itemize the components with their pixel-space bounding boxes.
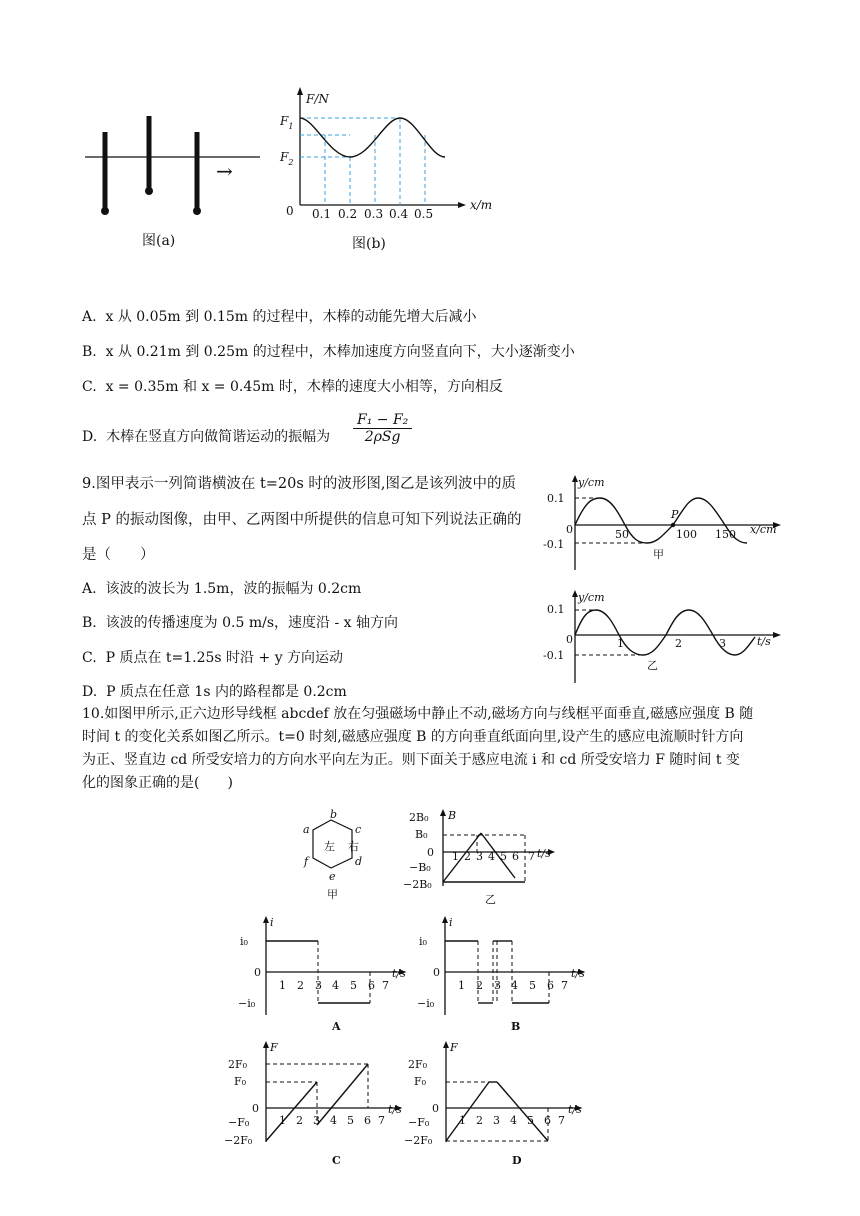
svg-text:2: 2: [464, 850, 471, 863]
svg-text:t/s: t/s: [757, 635, 771, 648]
svg-text:7: 7: [561, 979, 568, 992]
svg-text:3: 3: [315, 979, 322, 992]
svg-text:50: 50: [615, 528, 629, 541]
fig-b-F2: $F_2$: [280, 150, 294, 167]
q10-option-b-graph: [415, 915, 595, 1035]
q10-option-c-graph: [222, 1040, 412, 1170]
svg-text:2F₀: 2F₀: [228, 1058, 248, 1071]
svg-text:−2F₀: −2F₀: [404, 1134, 433, 1147]
svg-text:1: 1: [452, 850, 459, 863]
q9-vibration-graph-yi: [535, 585, 795, 685]
q9-stem-line1: 9.图甲表示一列简谐横波在 t=20s 时的波形图,图乙是该列波中的质: [82, 476, 517, 492]
svg-text:7: 7: [378, 1114, 385, 1127]
svg-text:3: 3: [313, 1114, 320, 1127]
svg-text:0.2: 0.2: [338, 207, 358, 221]
svg-text:7: 7: [528, 850, 535, 863]
figure-a: [80, 110, 280, 260]
svg-text:−2F₀: −2F₀: [224, 1134, 253, 1147]
figure-b: [270, 85, 530, 255]
svg-text:0: 0: [432, 1102, 439, 1115]
svg-text:乙: 乙: [485, 893, 496, 906]
svg-text:0: 0: [566, 633, 573, 646]
svg-text:3: 3: [476, 850, 483, 863]
svg-text:3: 3: [719, 637, 726, 650]
fig-b-ticks: [312, 207, 433, 221]
svg-text:5: 5: [527, 1114, 534, 1127]
q9-option-a: A. 该波的波长为 1.5m，波的振幅为 0.2cm: [82, 581, 362, 597]
fig-b-x-axis: x/m: [470, 198, 493, 212]
q8-option-c: C. x = 0.35m 和 x = 0.45m 时，木棒的速度大小相等，方向相反: [82, 379, 503, 395]
svg-text:0.1: 0.1: [547, 492, 565, 505]
svg-text:c: c: [355, 823, 362, 836]
svg-text:5: 5: [347, 1114, 354, 1127]
svg-text:7: 7: [558, 1114, 565, 1127]
svg-text:乙: 乙: [647, 659, 658, 672]
svg-text:2B₀: 2B₀: [409, 811, 429, 824]
svg-text:甲: 甲: [653, 548, 664, 561]
svg-text:t/s: t/s: [571, 967, 585, 980]
svg-text:C: C: [332, 1154, 341, 1167]
svg-text:2: 2: [675, 637, 682, 650]
q10-stem-line2: 时间 t 的变化关系如图乙所示。t=0 时刻,磁感应强度 B 的方向垂直纸面向里,设产生的感应电流顺时针方向: [82, 729, 744, 745]
svg-text:6: 6: [364, 1114, 371, 1127]
svg-text:t/s: t/s: [392, 967, 406, 980]
svg-text:1: 1: [458, 979, 465, 992]
svg-text:B₀: B₀: [415, 828, 428, 841]
svg-text:P: P: [671, 508, 679, 521]
svg-text:i₀: i₀: [419, 935, 427, 948]
svg-text:−F₀: −F₀: [408, 1116, 430, 1129]
svg-text:3: 3: [493, 1114, 500, 1127]
svg-text:100: 100: [676, 528, 697, 541]
svg-text:0.1: 0.1: [312, 207, 332, 221]
svg-text:B: B: [448, 809, 457, 822]
svg-text:i₀: i₀: [240, 935, 248, 948]
svg-text:b: b: [330, 808, 338, 821]
svg-text:4: 4: [510, 1114, 517, 1127]
svg-text:0: 0: [252, 1102, 259, 1115]
svg-text:A: A: [332, 1020, 341, 1033]
svg-text:i: i: [270, 916, 274, 929]
svg-text:2: 2: [476, 1114, 483, 1127]
svg-text:甲: 甲: [327, 888, 338, 901]
q8-option-a: A. x 从 0.05m 到 0.15m 的过程中，木棒的动能先增大后减小: [82, 309, 477, 325]
fig-b-y-axis: F/N: [306, 92, 329, 106]
fig-b-caption: 图(b): [352, 236, 386, 252]
q10-stem-line3: 为正、竖直边 cd 所受安培力的方向水平向左为正。则下面关于感应电流 i 和 cd 所受安培力 F 随时间 t 变: [82, 752, 740, 768]
svg-text:f: f: [304, 855, 309, 868]
svg-text:0.5: 0.5: [414, 207, 434, 221]
svg-text:5: 5: [529, 979, 536, 992]
svg-text:左: 左: [324, 840, 335, 853]
q8-option-d-fraction: F₁ − F₂ 2ρSg: [353, 412, 412, 445]
svg-text:6: 6: [512, 850, 519, 863]
q10-stem-line4: 化的图象正确的是( ): [82, 775, 233, 791]
svg-text:d: d: [355, 855, 363, 868]
svg-text:5: 5: [500, 850, 507, 863]
q8-option-d: D. 木棒在竖直方向做简谐运动的振幅为: [82, 429, 331, 445]
svg-text:-0.1: -0.1: [543, 538, 565, 551]
svg-text:2F₀: 2F₀: [408, 1058, 428, 1071]
q10-hexagon-figure: [300, 808, 380, 908]
svg-text:6: 6: [544, 1114, 551, 1127]
svg-text:−B₀: −B₀: [409, 861, 431, 874]
svg-text:0.3: 0.3: [364, 207, 384, 221]
q9-stem-line2: 点 P 的振动图像，由甲、乙两图中所提供的信息可知下列说法正确的: [82, 512, 522, 528]
svg-text:5: 5: [350, 979, 357, 992]
svg-text:0.1: 0.1: [547, 603, 565, 616]
svg-text:-0.1: -0.1: [543, 649, 565, 662]
q10-stem-line1: 10.如图甲所示,正六边形导线框 abcdef 放在匀强磁场中静止不动,磁场方向与线框平面垂直,磁感应强度 B 随: [82, 706, 754, 722]
svg-text:−F₀: −F₀: [228, 1116, 250, 1129]
svg-text:−i₀: −i₀: [417, 997, 435, 1010]
svg-text:t/s: t/s: [537, 847, 551, 860]
fig-b-origin: 0: [286, 204, 294, 218]
fig-b-F1: $F_1$: [280, 114, 294, 131]
svg-text:y/cm: y/cm: [578, 591, 605, 604]
svg-text:D: D: [512, 1154, 522, 1167]
svg-text:0: 0: [254, 966, 261, 979]
q9-option-b: B. 该波的传播速度为 0.5 m/s，速度沿 - x 轴方向: [82, 615, 398, 631]
svg-text:0: 0: [433, 966, 440, 979]
q9-stem-line3: 是（ ）: [82, 547, 155, 563]
svg-text:4: 4: [511, 979, 518, 992]
svg-text:1: 1: [279, 1114, 286, 1127]
svg-text:−2B₀: −2B₀: [403, 878, 432, 891]
svg-text:x/cm: x/cm: [750, 523, 777, 536]
q9-wave-graph-jia: [535, 470, 795, 575]
svg-text:−i₀: −i₀: [238, 997, 256, 1010]
svg-text:右: 右: [348, 840, 359, 853]
svg-text:F₀: F₀: [414, 1075, 427, 1088]
svg-text:1: 1: [459, 1114, 466, 1127]
svg-text:6: 6: [368, 979, 375, 992]
svg-text:150: 150: [715, 528, 736, 541]
svg-text:0: 0: [427, 846, 434, 859]
q8-option-b: B. x 从 0.21m 到 0.25m 的过程中，木棒加速度方向竖直向下，大小逐渐变小: [82, 344, 575, 360]
svg-text:a: a: [303, 823, 310, 836]
svg-text:4: 4: [332, 979, 339, 992]
svg-text:B: B: [511, 1020, 521, 1033]
q9-option-d: D. P 质点在任意 1s 内的路程都是 0.2cm: [82, 684, 347, 700]
q10-option-a-graph: [236, 915, 416, 1035]
svg-text:y/cm: y/cm: [578, 476, 605, 489]
svg-text:3: 3: [494, 979, 501, 992]
svg-text:F: F: [270, 1041, 278, 1054]
svg-text:e: e: [329, 870, 336, 883]
svg-text:4: 4: [488, 850, 495, 863]
svg-text:F: F: [450, 1041, 458, 1054]
q10-B-graph: [395, 808, 575, 908]
svg-text:7: 7: [382, 979, 389, 992]
q10-option-d-graph: [402, 1040, 592, 1170]
svg-text:2: 2: [476, 979, 483, 992]
svg-text:0: 0: [566, 523, 573, 536]
svg-text:t/s: t/s: [568, 1103, 582, 1116]
svg-text:t/s: t/s: [388, 1103, 402, 1116]
svg-text:0.4: 0.4: [389, 207, 409, 221]
svg-text:F₀: F₀: [234, 1075, 247, 1088]
svg-text:6: 6: [547, 979, 554, 992]
q9-option-c: C. P 质点在 t=1.25s 时沿 + y 方向运动: [82, 650, 344, 666]
svg-text:2: 2: [296, 1114, 303, 1127]
svg-text:1: 1: [617, 637, 624, 650]
svg-text:i: i: [449, 916, 453, 929]
fig-a-arrow: →: [216, 159, 233, 183]
svg-text:2: 2: [297, 979, 304, 992]
svg-text:4: 4: [330, 1114, 337, 1127]
fig-a-caption: 图(a): [142, 233, 176, 249]
svg-text:1: 1: [279, 979, 286, 992]
